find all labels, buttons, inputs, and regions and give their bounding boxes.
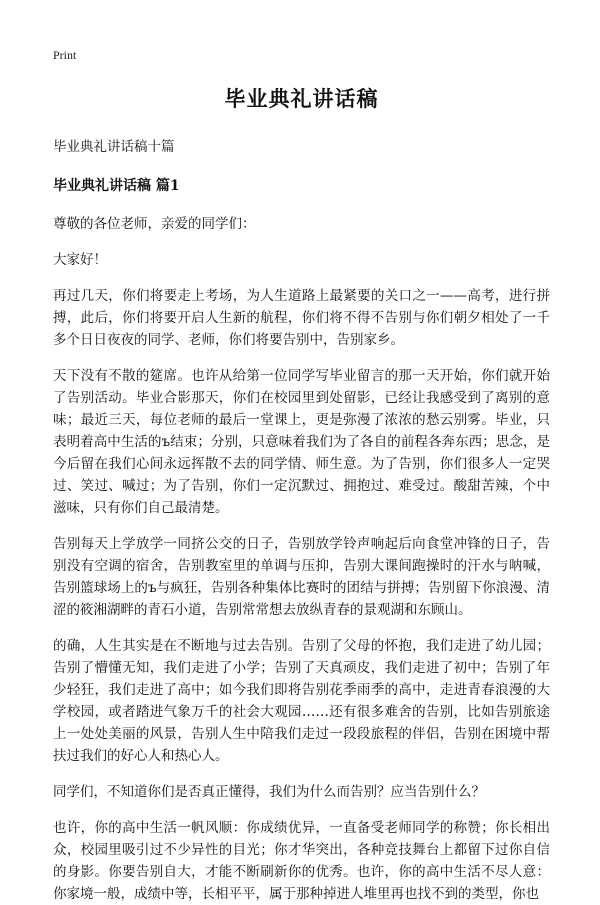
paragraph: 天下没有不散的筵席。也许从给第一位同学写毕业留言的那一天开始，你们就开始了告别活动。毕业合影那天，你们在校园里到处留影，已经让我感受到了离别的意味；最近三天，每位老师的最后一堂课上，更是弥漫了浓浓的愁云别雾。毕业，只表明着高中生活的ъ结束；分别，只意味着我们为了各自的前程各奔东西；思念，是今后留在我们心间永远挥散不去的同学情、师生意。为了告别，你们很多人一定哭过、笑过、喊过；为了告别，你们一定沉默过、拥抱过、难受过。酸甜苦辣，个中滋味，只有你们自己最清楚。 [53,368,550,516]
paragraph-salutation: 尊敬的各位老师，亲爱的同学们： [53,216,256,232]
print-link[interactable]: Print [53,48,77,62]
paragraph: 同学们，不知道你们是否真正懂得，我们为什么而告别？应当告别什么？ [53,784,485,800]
section-heading: 毕业典礼讲话稿 篇1 [53,178,180,194]
paragraph: 的确，人生其实是在不断地与过去告别。告别了父母的怀抱，我们走进了幼儿园；告别了懵懂无知，我们走进了小学；告别了天真顽皮，我们走进了初中；告别了年少轻狂，我们走进了高中；如今我们即将告别花季雨季的高中，走进青春浪漫的大学校园，或者踏进气象万千的社会大观园……还有很多难舍的告别，比如告别旅途上一处处美丽的风景，告别人生中陪我们走过一段段旅程的伴侣，告别在困境中帮扶过我们的好心人和热心人。 [53,638,550,764]
paragraph: 告别每天上学放学一同挤公交的日子，告别放学铃声响起后向食堂冲锋的日子，告别没有空调的宿舍，告别教室里的单调与压抑，告别大课间跑操时的汗水与呐喊，告别篮球场上的ъ与疯狂，告别各种集体比赛时的团结与拼搏；告别留下你浪漫、清涩的筱湘湖畔的青石小道，告别常常想去放纵青春的景观湖和东顾山。 [53,536,550,618]
document-title: 毕业典礼讲话稿 [224,86,379,111]
paragraph: 也许，你的高中生活一帆风顺：你成绩优异，一直备受老师同学的称赞；你长相出众，校园里吸引过不少异性的目光；你才华突出，各种竞技舞台上都留下过你自信的身影。你要告别自大，才能不断刷新你的优秀。也许，你的高中生活不尽人意：你家境一般，成绩中等，长相平平，属于那种掉进人堆里再也找不到的类型，你也 [53,820,550,902]
paragraph-greeting: 大家好！ [53,252,107,268]
document-subtitle: 毕业典礼讲话稿十篇 [53,139,175,155]
paragraph: 再过几天，你们将要走上考场，为人生道路上最紧要的关口之一——高考，进行拼搏，此后，你们将要开启人生新的航程，你们将不得不告别与你们朝夕相处了一千多个日日夜夜的同学、老师，你们将要告别中，告别家乡。 [53,288,550,348]
